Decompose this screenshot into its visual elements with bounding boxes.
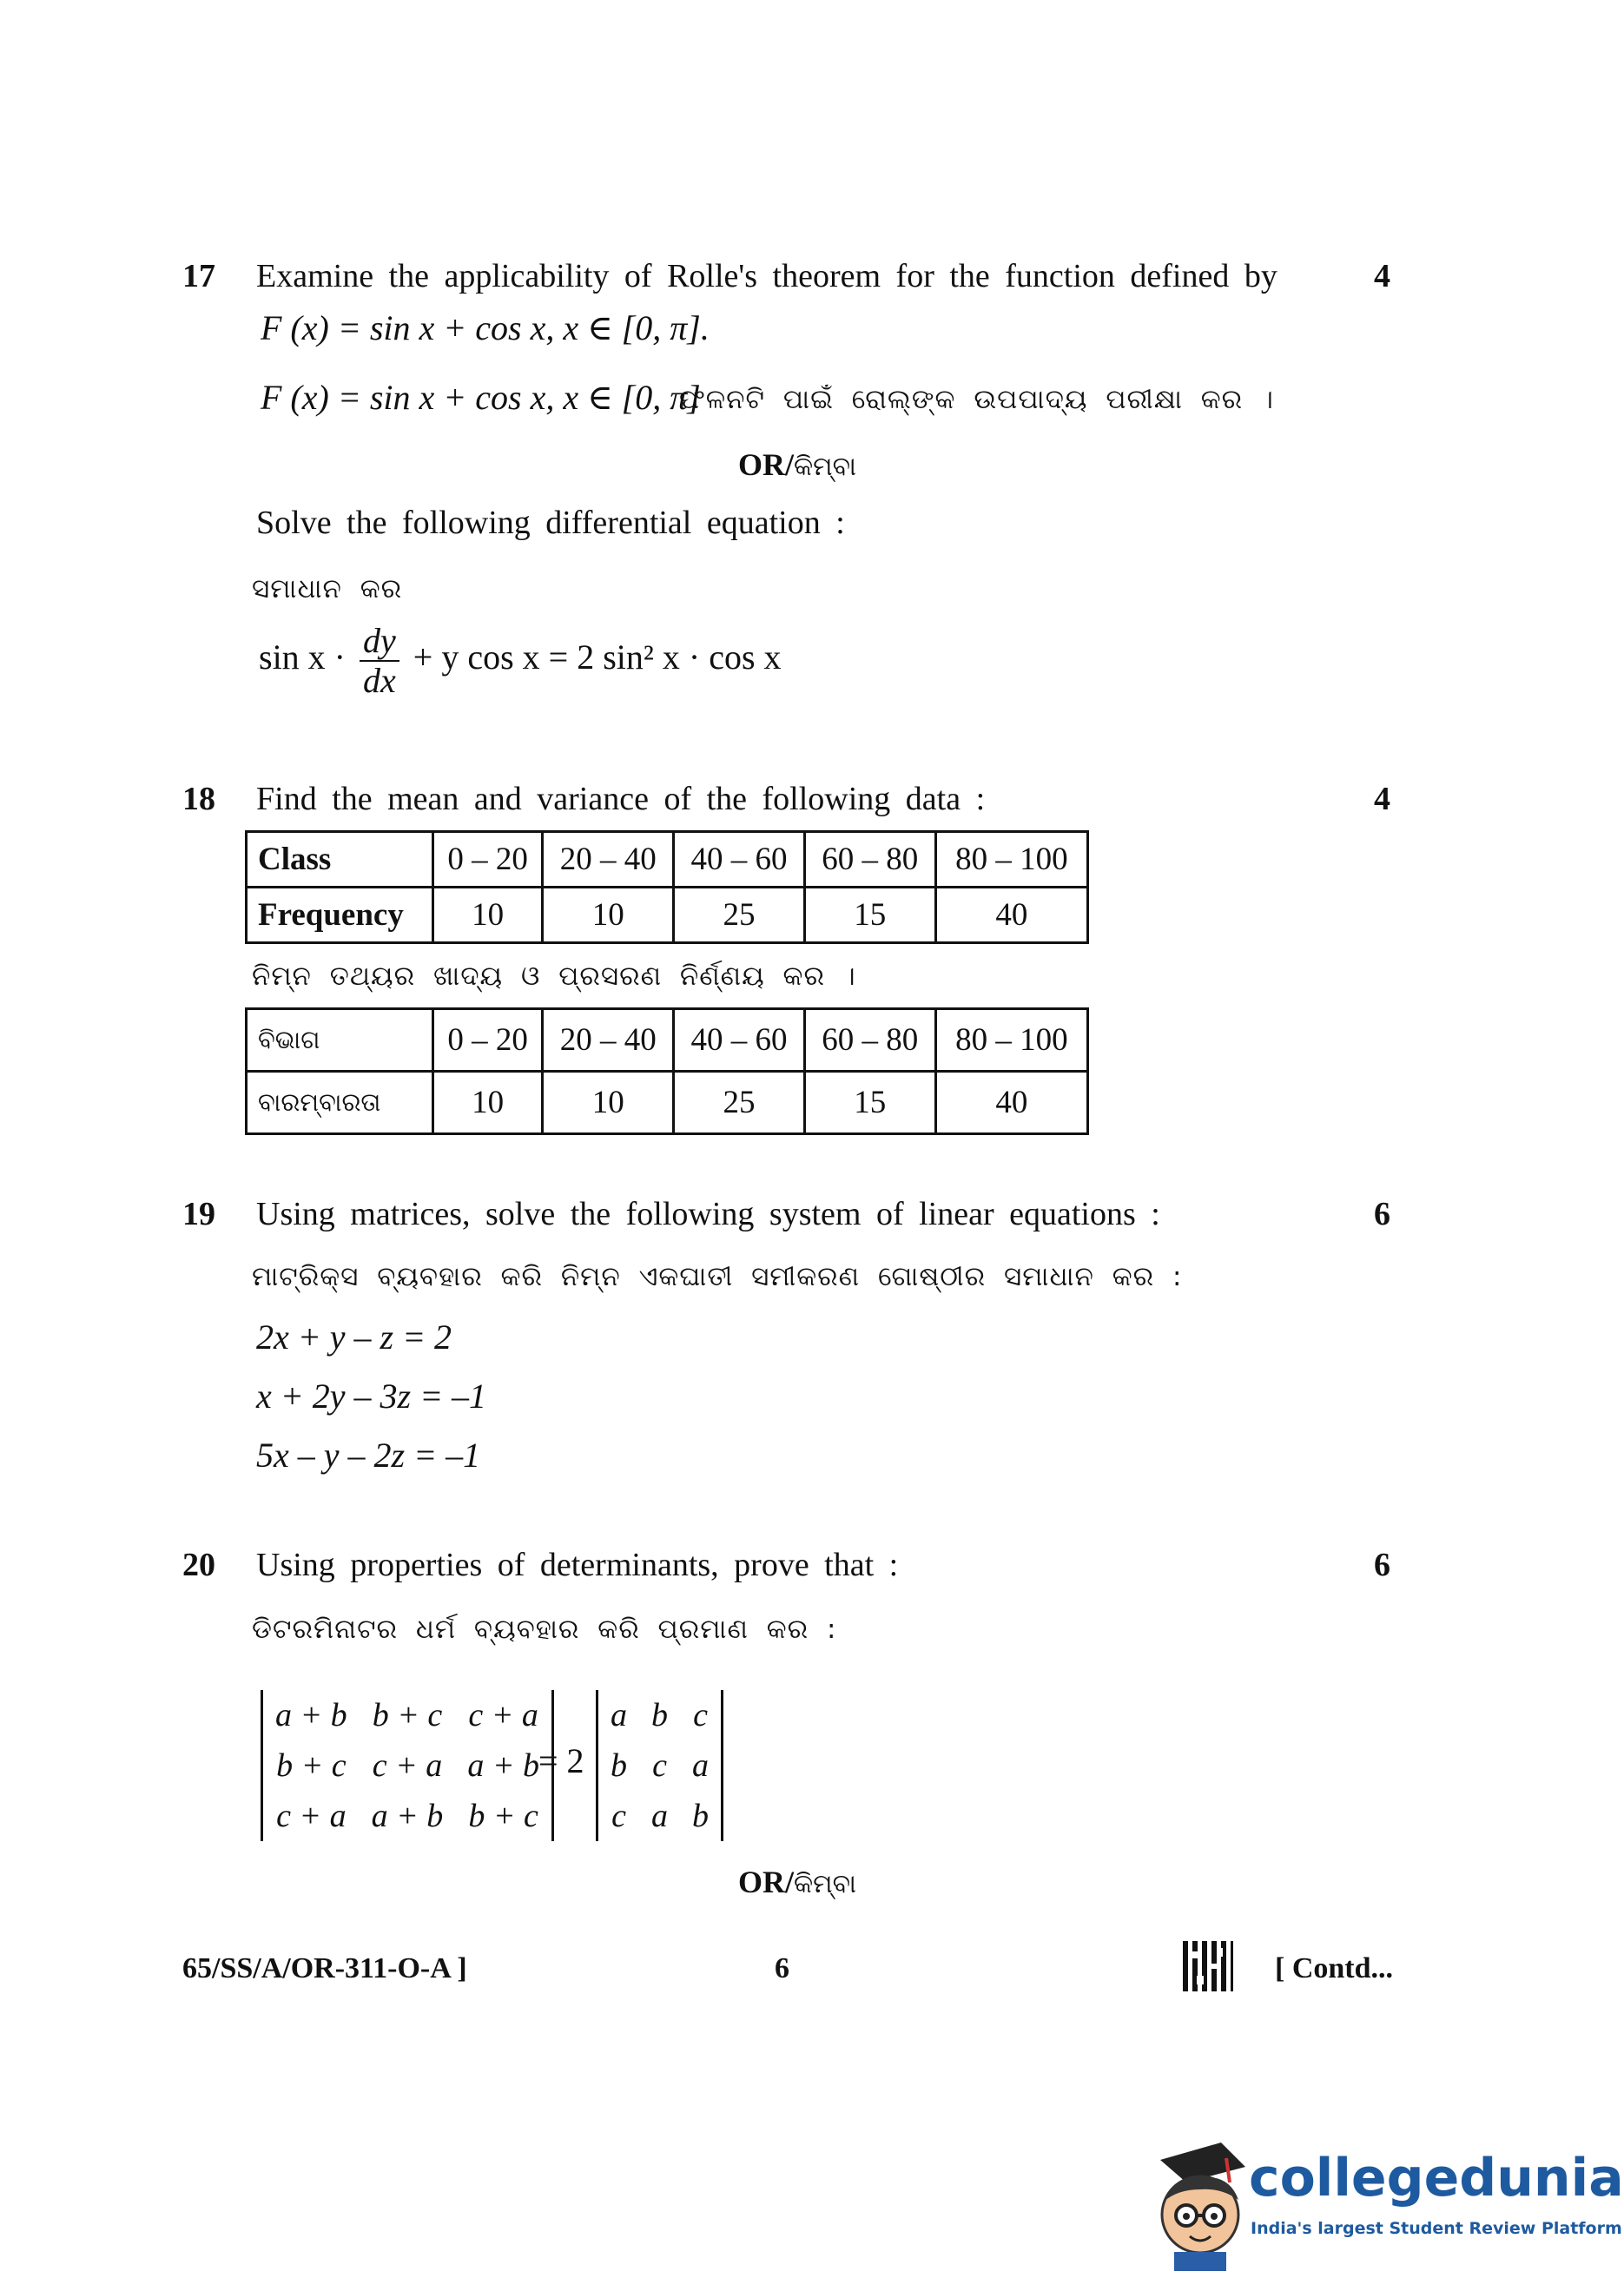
question-number: 20 xyxy=(182,1547,215,1583)
matrix-cell: b xyxy=(611,1747,627,1784)
matrix-row xyxy=(263,1740,551,1791)
matrix-cell: c xyxy=(652,1747,667,1784)
table-cell: 15 xyxy=(804,888,935,943)
matrix-cell: a + b xyxy=(275,1697,347,1733)
matrix-cell: a + b xyxy=(467,1747,539,1784)
question-number: 18 xyxy=(182,781,215,817)
table-cell: 40 xyxy=(935,1072,1087,1134)
matrix-cell: c + a xyxy=(276,1798,347,1834)
equals-factor: = 2 xyxy=(538,1741,584,1780)
determinant-left xyxy=(261,1690,554,1841)
table-row xyxy=(247,1009,1088,1072)
matrix-cell: b xyxy=(692,1798,709,1834)
determinant-right xyxy=(596,1690,723,1841)
table-header: ବିଭାଗ xyxy=(247,1009,433,1072)
matrix-cell: c + a xyxy=(372,1747,443,1784)
question-text: Using matrices, solve the following system of linear equations : xyxy=(256,1196,1160,1232)
table-cell: 40 – 60 xyxy=(674,1009,805,1072)
matrix-row xyxy=(263,1791,551,1841)
table-cell: 20 – 40 xyxy=(543,1009,674,1072)
table-row xyxy=(247,832,1088,888)
qr-code-icon xyxy=(1183,1941,1233,1991)
table-cell: 10 xyxy=(433,1072,543,1134)
question-number: 19 xyxy=(182,1196,215,1232)
brand-tagline: India's largest Student Review Platform xyxy=(1251,2219,1622,2238)
question-marks: 4 xyxy=(1374,258,1390,294)
matrix-cell: b + c xyxy=(372,1697,443,1733)
matrix-cell: a xyxy=(611,1697,627,1733)
page-number: 6 xyxy=(775,1952,789,1984)
matrix-cell: a xyxy=(651,1798,668,1834)
frequency-table xyxy=(245,830,1089,944)
table-header: Frequency xyxy=(247,888,433,943)
table-header: ବାରମ୍ବାରତା xyxy=(247,1072,433,1134)
matrix-cell: c + a xyxy=(468,1697,538,1733)
derivative-fraction: $\frac{dy}{dx}$ xyxy=(360,622,399,700)
question-marks: 6 xyxy=(1374,1196,1390,1232)
collegedunia-logo xyxy=(1143,2132,1624,2271)
function-definition: F (x) = sin x + cos x, x ∈ [0, π]. xyxy=(261,308,710,347)
frequency-table-odia xyxy=(245,1007,1089,1135)
table-row xyxy=(247,888,1088,943)
question-text: Using properties of determinants, prove that : xyxy=(256,1547,899,1583)
continued-marker: [ Contd... xyxy=(1275,1952,1394,1984)
mascot-icon xyxy=(1143,2132,1256,2271)
matrix-cell: c xyxy=(693,1697,708,1733)
table-cell: 80 – 100 xyxy=(935,1009,1087,1072)
table-cell: 0 – 20 xyxy=(433,1009,543,1072)
alternative-question-text: Solve the following differential equation : xyxy=(256,505,845,541)
matrix-cell: b + c xyxy=(468,1798,538,1834)
equation-3: 5x – y – 2z = –1 xyxy=(256,1436,481,1475)
table-cell: 25 xyxy=(674,1072,805,1134)
question-text-odia: ମାଟ୍ରିକ୍ସ ବ୍ୟବହାର କରି ନିମ୍ନ ଏକଘାତୀ ସମୀକରଣ ଗୋଷ୍ଠୀର ସମାଧାନ କର : xyxy=(252,1261,1183,1292)
table-row xyxy=(247,1072,1088,1134)
table-header: Class xyxy=(247,832,433,888)
question-number: 17 xyxy=(182,258,215,294)
equation-1: 2x + y – z = 2 xyxy=(256,1317,452,1357)
function-definition-odia: F (x) = sin x + cos x, x ∈ [0, π] xyxy=(261,378,701,417)
matrix-cell: b + c xyxy=(276,1747,347,1784)
table-cell: 10 xyxy=(543,1072,674,1134)
matrix-row xyxy=(598,1740,721,1791)
table-cell: 80 – 100 xyxy=(935,832,1087,888)
table-cell: 25 xyxy=(674,888,805,943)
matrix-row xyxy=(598,1791,721,1841)
question-text-odia: ଡିଟରମିନାଟର ଧର୍ମ ବ୍ୟବହାର କରି ପ୍ରମାଣ କର : xyxy=(252,1614,837,1645)
matrix-cell: a xyxy=(692,1747,709,1784)
table-cell: 15 xyxy=(804,1072,935,1134)
matrix-cell: c xyxy=(611,1798,626,1834)
matrix-cell: a + b xyxy=(371,1798,444,1834)
brand-name: collegedunia xyxy=(1249,2148,1624,2209)
question-text: Examine the applicability of Rolle's theorem for the function defined by xyxy=(256,258,1277,294)
paper-code: 65/SS/A/OR-311-O-A ] xyxy=(182,1952,467,1984)
table-cell: 10 xyxy=(543,888,674,943)
matrix-cell: b xyxy=(651,1697,668,1733)
differential-equation: sin x · $\frac{dy}{dx}$ + y cos x = 2 sin² x · cos x xyxy=(259,621,782,700)
table-cell: 40 xyxy=(935,888,1087,943)
table-cell: 60 – 80 xyxy=(804,1009,935,1072)
matrix-row xyxy=(263,1690,551,1740)
equation-2: x + 2y – 3z = –1 xyxy=(256,1377,487,1416)
table-cell: 60 – 80 xyxy=(804,832,935,888)
alternative-question-odia: ସମାଧାନ କର xyxy=(252,573,403,604)
or-divider: OR/କିମ୍ବା xyxy=(738,1865,856,1899)
question-text-odia: ଫଳନଟି ପାଇଁ ରୋଲ୍‌ଙ୍କ ଉପପାଦ୍ୟ ପରୀକ୍ଷା କର । xyxy=(679,384,1274,415)
question-text: Find the mean and variance of the following data : xyxy=(256,781,986,817)
table-cell: 20 – 40 xyxy=(543,832,674,888)
matrix-row xyxy=(598,1690,721,1740)
table-cell: 40 – 60 xyxy=(674,832,805,888)
question-text-odia: ନିମ୍ନ ତଥ୍ୟର ଖାଦ୍ୟ ଓ ପ୍ରସରଣ ନିର୍ଣ୍ଣୟ କର । xyxy=(252,961,856,992)
table-cell: 10 xyxy=(433,888,543,943)
question-marks: 6 xyxy=(1374,1547,1390,1583)
or-divider: OR/କିମ୍ବା xyxy=(738,447,856,482)
table-cell: 0 – 20 xyxy=(433,832,543,888)
question-marks: 4 xyxy=(1374,781,1390,817)
